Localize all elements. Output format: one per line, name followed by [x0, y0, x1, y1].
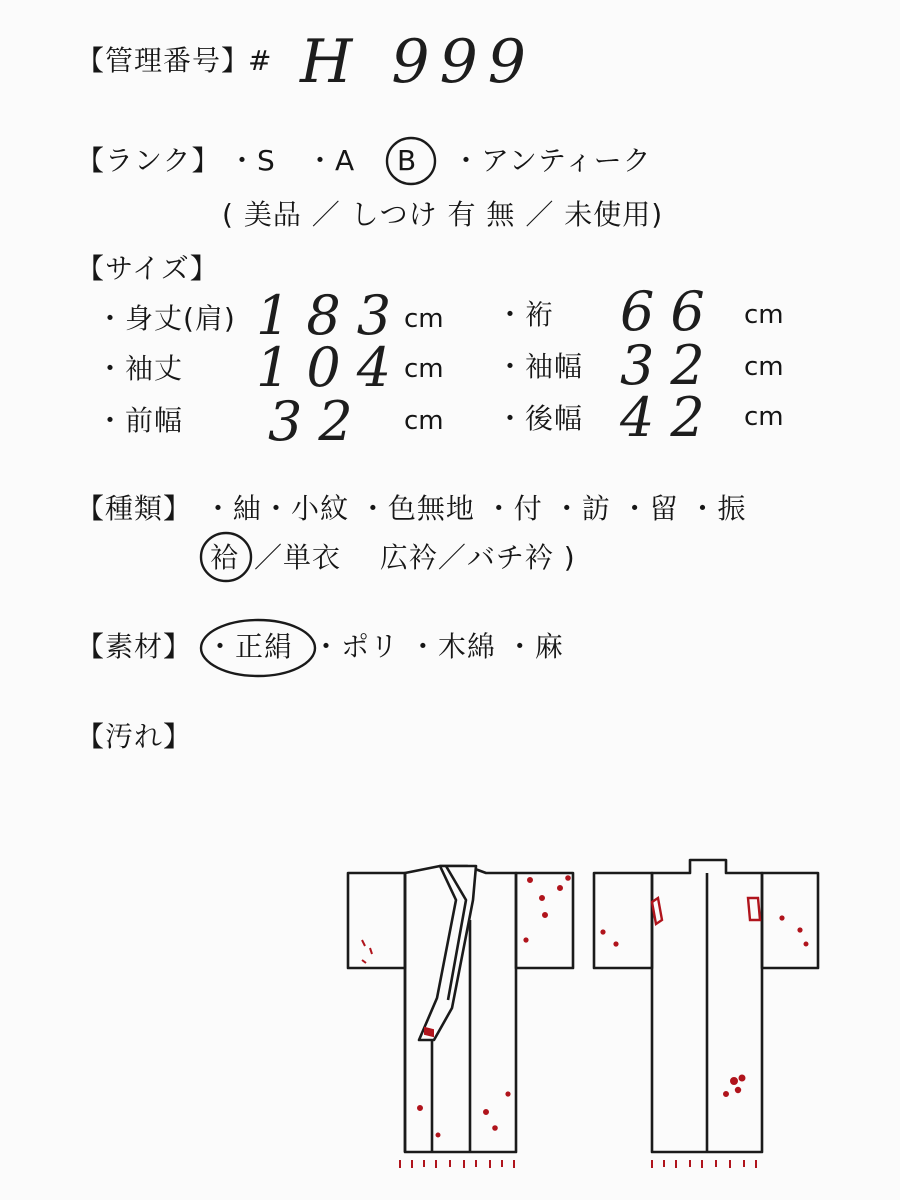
kanri-number: H 999 [300, 27, 536, 97]
kind-label: 【種類】 [76, 492, 193, 525]
size-unit: cm [744, 300, 784, 330]
size-unit: cm [404, 354, 444, 384]
rank-sub-options: ( 美品 ／ しつけ 有 無 ／ 未使用) [222, 198, 664, 231]
size-atohaba-label: ・後幅 [496, 402, 584, 435]
size-unit: cm [744, 402, 784, 432]
size-yuki-label: ・裄 [496, 298, 555, 331]
stain-label: 【汚れ】 [76, 720, 193, 753]
size-shintake-label: ・身丈(肩) [96, 302, 236, 335]
kimono-front-diagram [348, 866, 573, 1152]
size-unit: cm [404, 406, 444, 436]
size-yuki-value: 66 [620, 280, 721, 343]
kimono-back-diagram [594, 860, 818, 1152]
rank-option-a: ・A [306, 144, 356, 177]
kind-options-line2: ／単衣 広衿／バチ衿 ) [254, 541, 576, 574]
size-sodehaba-value: 32 [620, 334, 721, 397]
material-circle [201, 620, 315, 676]
kanri-hash: # [248, 44, 273, 77]
size-unit: cm [404, 304, 444, 334]
size-atohaba-value: 42 [620, 386, 721, 449]
size-maehaba-label: ・前幅 [96, 404, 184, 437]
rank-label: 【ランク】 [76, 144, 221, 177]
size-label: 【サイズ】 [76, 252, 219, 285]
size-sodetake-label: ・袖丈 [96, 352, 184, 385]
size-sodetake-value: 104 [256, 336, 408, 399]
size-unit: cm [744, 352, 784, 382]
material-selected: ・正絹 [206, 630, 294, 663]
kind-options-line1: ・紬・小紋 ・色無地 ・付 ・訪 ・留 ・振 [204, 492, 747, 525]
size-sodehaba-label: ・袖幅 [496, 350, 584, 383]
kanri-label: 【管理番号】 [76, 44, 251, 77]
material-label: 【素材】 [76, 630, 193, 663]
kind-awase-circle [201, 533, 251, 581]
material-options: ・ポリ ・木綿 ・麻 [312, 630, 564, 663]
size-shintake-value: 183 [256, 284, 408, 347]
rank-b-circle [387, 138, 435, 184]
rank-option-antique: ・アンティーク [452, 144, 652, 177]
rank-option-b: B [397, 144, 418, 177]
rank-option-s: ・S [228, 144, 276, 177]
size-maehaba-value: 32 [268, 390, 369, 453]
kind-awase: 袷 [210, 541, 240, 574]
